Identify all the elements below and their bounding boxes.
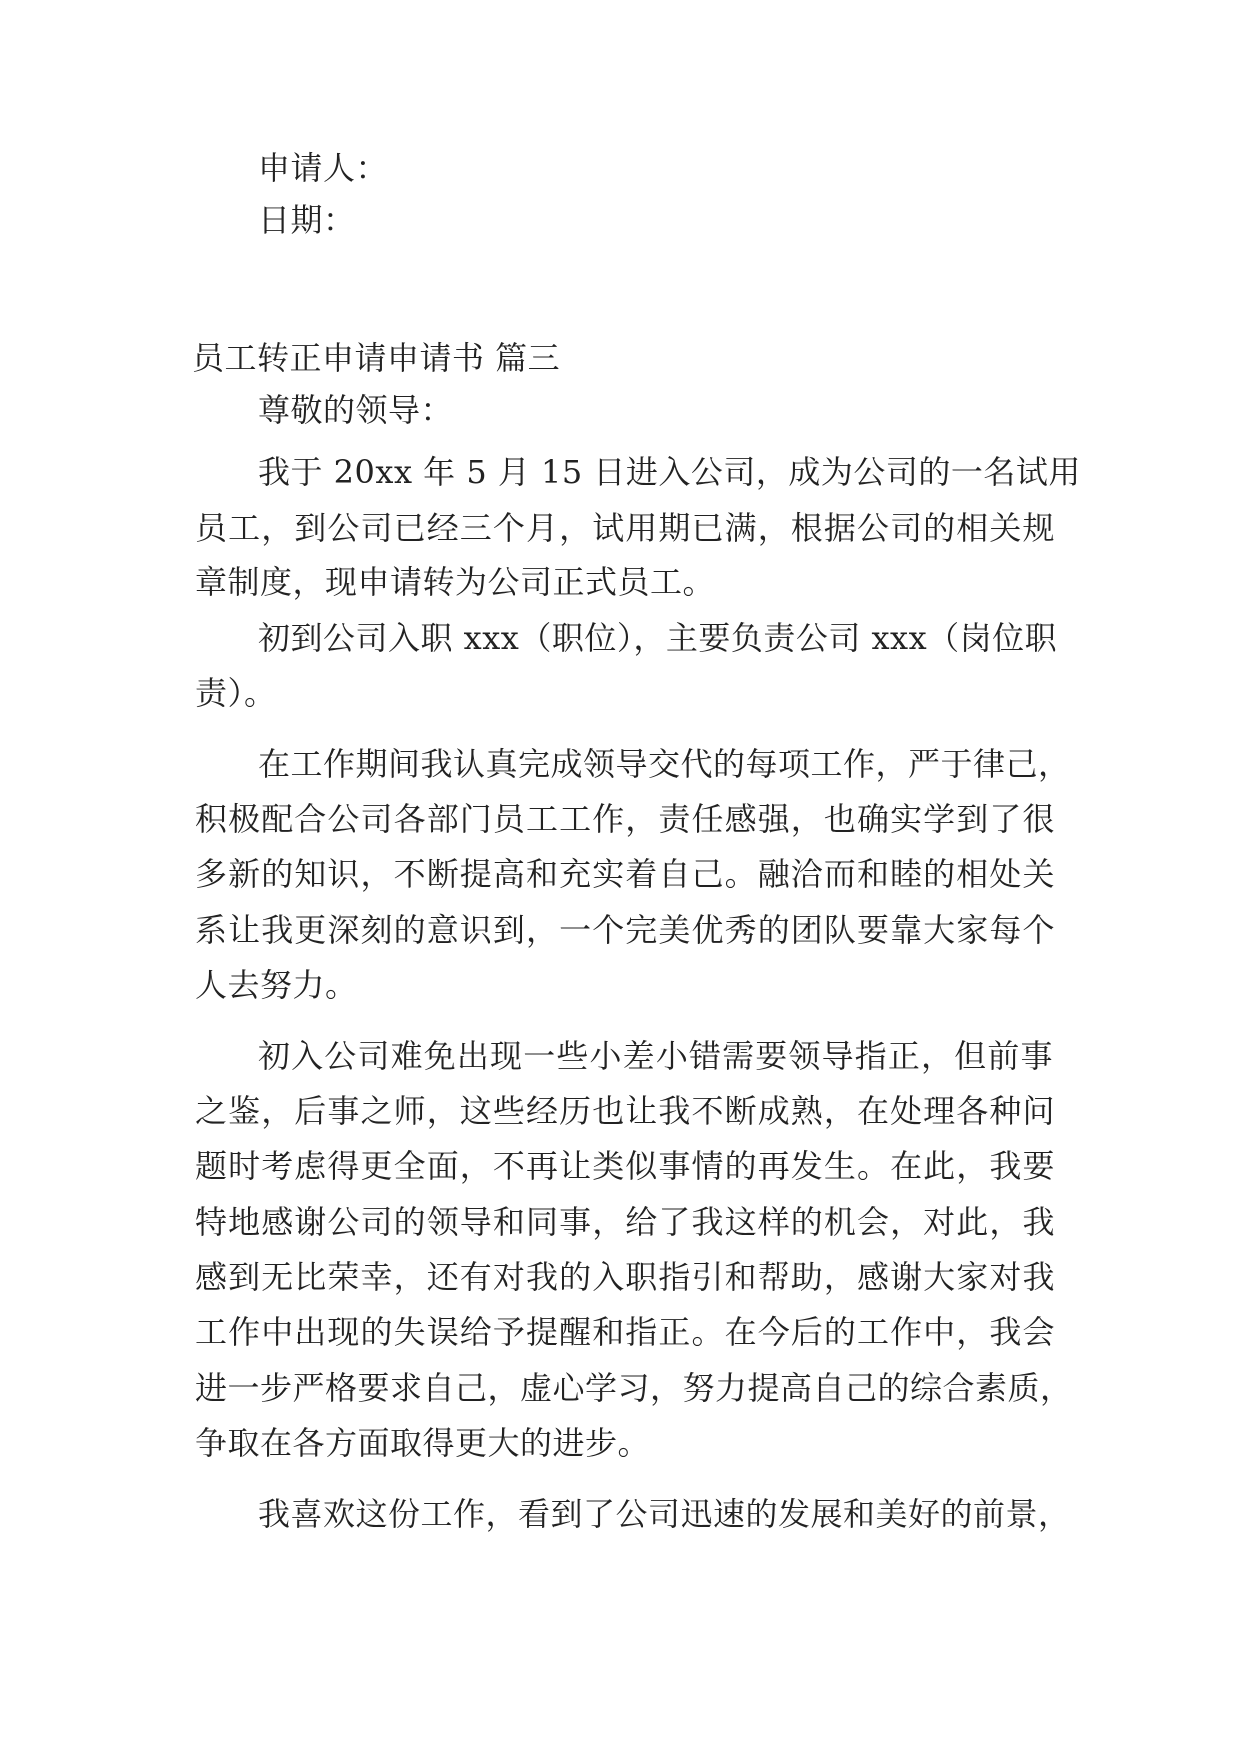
body-line: 章制度，现申请转为公司正式员工。 xyxy=(195,563,716,601)
body-line: 特地感谢公司的领导和同事，给了我这样的机会，对此，我 xyxy=(195,1203,1055,1241)
body-line: 我于 20xx 年 5 月 15 日进入公司，成为公司的一名试用 xyxy=(258,453,1081,491)
applicant-label: 申请人： xyxy=(258,149,389,187)
body-line: 争取在各方面取得更大的进步。 xyxy=(195,1424,651,1462)
body-line: 在工作期间我认真完成领导交代的每项工作，严于律己， xyxy=(258,745,1071,783)
body-line: 责）。 xyxy=(195,674,277,712)
salutation: 尊敬的领导： xyxy=(258,391,454,429)
body-line: 工作中出现的失误给予提醒和指正。在今后的工作中，我会 xyxy=(195,1313,1055,1351)
body-line: 积极配合公司各部门员工工作，责任感强，也确实学到了很 xyxy=(195,800,1055,838)
section-title: 员工转正申请申请书 篇三 xyxy=(192,339,561,377)
body-line: 系让我更深刻的意识到，一个完美优秀的团队要靠大家每个 xyxy=(195,911,1055,949)
body-line: 我喜欢这份工作，看到了公司迅速的发展和美好的前景， xyxy=(258,1495,1071,1533)
date-label: 日期： xyxy=(258,201,356,239)
body-line: 人去努力。 xyxy=(195,966,358,1004)
body-line: 感到无比荣幸，还有对我的入职指引和帮助，感谢大家对我 xyxy=(195,1258,1055,1296)
body-line: 初入公司难免出现一些小差小错需要领导指正，但前事 xyxy=(258,1037,1053,1075)
body-line: 初到公司入职 xxx（职位），主要负责公司 xxx（岗位职 xyxy=(258,619,1058,657)
body-line: 题时考虑得更全面，不再让类似事情的再发生。在此，我要 xyxy=(195,1147,1055,1185)
body-line: 多新的知识，不断提高和充实着自己。融洽而和睦的相处关 xyxy=(195,855,1055,893)
body-line: 之鉴，后事之师，这些经历也让我不断成熟，在处理各种问 xyxy=(195,1092,1055,1130)
body-line: 进一步严格要求自己，虚心学习，努力提高自己的综合素质， xyxy=(195,1369,1073,1407)
body-line: 员工，到公司已经三个月，试用期已满，根据公司的相关规 xyxy=(195,509,1055,547)
